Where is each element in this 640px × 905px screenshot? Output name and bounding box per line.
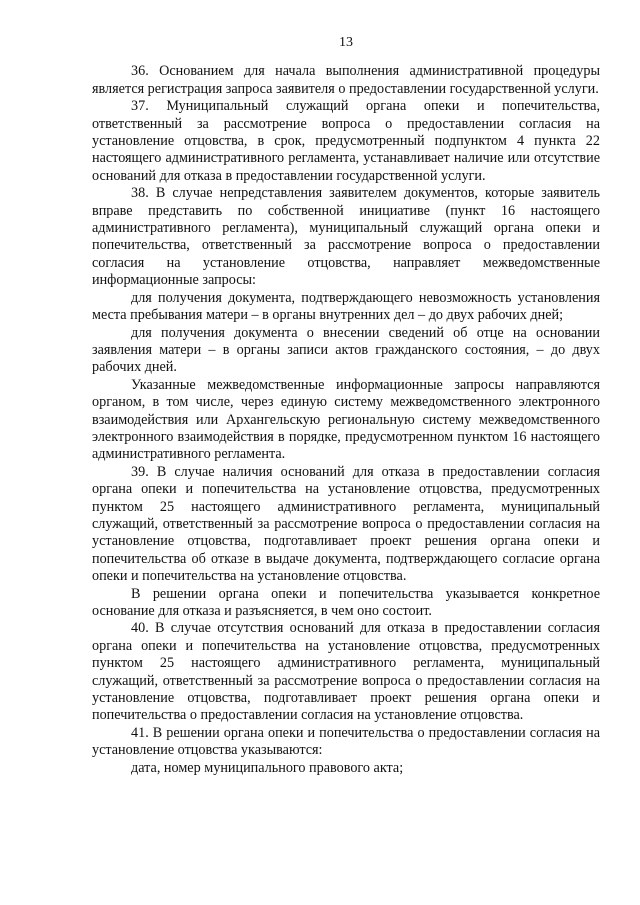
paragraph-37: 37. Муниципальный служащий органа опеки и попечительства, ответственный за рассмотрение вопроса о предоставлении согласия на установление отцовства, в срок, предусмотренный подпунктом 4 пункта 22 настоящего административного регламента, устанавливает наличие или отсутствие оснований для отказа в предоставлении государственной услуги. [92, 98, 600, 184]
paragraph-41: 41. В решении органа опеки и попечительства о предоставлении согласия на установление отцовства указываются: [92, 724, 600, 759]
paragraph-39-note: В решении органа опеки и попечительства указывается конкретное основание для отказа и разъясняется, в чем оно состоит. [92, 585, 600, 619]
paragraph-39: 39. В случае наличия оснований для отказа в предоставлении согласия органа опеки и попечительства на установление отцовства, предусмотренных пунктом 25 настоящего административного регламента, муниципальный служащий, ответственный за рассмотрение вопроса о предоставлении согласия на установление отцовства, подготавливает проект решения органа опеки и попечительства об отказе в выдаче документа, подтверждающего согласие органа опеки и попечительства на установление отцовства. [92, 463, 600, 585]
paragraph-38: 38. В случае непредставления заявителем документов, которые заявитель вправе представить по собственной инициативе (пункт 16 настоящего административного регламента), муниципальный служащий органа опеки и попечительства, ответственный за рассмотрение вопроса о предоставлении согласия на установление отцовства, направляет межведомственные информационные запросы: [92, 185, 600, 289]
paragraph-38-item-2: для получения документа о внесении сведений об отце на основании заявления матери – в органы записи актов гражданского состояния, – до двух рабочих дней. [92, 324, 600, 376]
paragraph-38-item-1: для получения документа, подтверждающего невозможность установления места пребывания матери – в органы внутренних дел – до двух рабочих дней; [92, 289, 600, 324]
page-number: 13 [339, 35, 353, 50]
paragraph-36: 36. Основанием для начала выполнения административной процедуры является регистрация запроса заявителя о предоставлении государственной услуги. [92, 63, 600, 97]
paragraph-41-item-1: дата, номер муниципального правового акта; [131, 759, 404, 776]
paragraph-40: 40. В случае отсутствия оснований для отказа в предоставлении согласия органа опеки и попечительства на установление отцовства, предусмотренных пунктом 25 настоящего административного регламента, муниципальный служащий, ответственный за рассмотрение вопроса о предоставлении согласия на установление отцовства, подготавливает проект решения органа опеки и попечительства о предоставлении согласия на установление отцовства. [92, 620, 600, 724]
paragraph-38-note: Указанные межведомственные информационные запросы направляются органом, в том числе, через единую систему межведомственного электронного взаимодействия или Архангельскую региональную систему межведомственного электронного взаимодействия в порядке, предусмотренном пунктом 16 настоящего административного регламента. [92, 376, 600, 463]
